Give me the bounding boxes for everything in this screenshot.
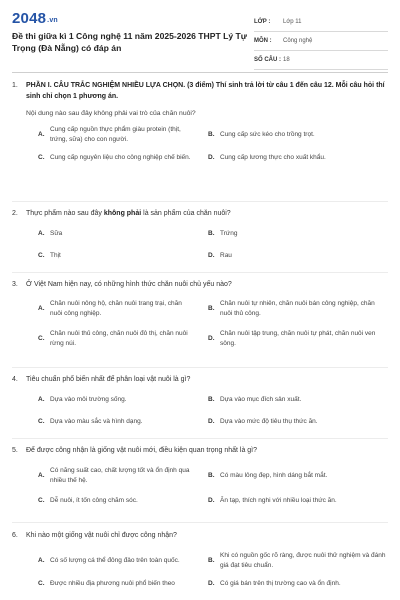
question-divider (12, 522, 388, 523)
option-a[interactable] (38, 299, 208, 319)
site-logo[interactable] (12, 10, 58, 27)
question-divider (12, 272, 388, 273)
option-a[interactable] (38, 125, 208, 145)
option-row (38, 579, 388, 589)
option-c[interactable] (38, 579, 208, 589)
question-text-part: là sản phẩm của chăn nuôi? (141, 210, 231, 217)
meta-value: Công nghệ (283, 38, 313, 44)
option-a[interactable] (38, 395, 208, 405)
logo-suffix: .vn (47, 17, 58, 24)
option-label: B. (208, 131, 215, 138)
option-label: A. (38, 472, 45, 479)
option-text: Có năng suất cao, chất lượng tốt và ổn định qua nhiều thế hệ. (50, 467, 190, 484)
option-label: C. (38, 335, 45, 342)
option-text: Dựa vào mục đích sản xuất. (220, 396, 302, 403)
option-text: Có màu lông đẹp, hình dáng bắt mắt. (220, 472, 328, 479)
option-text: Dễ nuôi, ít tốn công chăm sóc. (50, 497, 138, 504)
option-c[interactable] (38, 496, 208, 506)
option-text: Chăn nuôi thủ công, chăn nuôi đô thị, chăn nuôi rừng núi. (50, 330, 188, 347)
option-label: B. (208, 472, 215, 479)
option-text: Sữa (50, 230, 63, 237)
options (38, 299, 388, 349)
question-heading (12, 445, 388, 456)
question-text: Ở Việt Nam hiện nay, có những hình thức chăn nuôi chủ yếu nào? (26, 281, 232, 288)
option-label: C. (38, 154, 45, 161)
option-text: Trứng (220, 230, 238, 237)
option-label: A. (38, 230, 45, 237)
option-c[interactable] (38, 153, 208, 163)
option-label: D. (208, 154, 215, 161)
option-row (38, 466, 388, 486)
option-b[interactable] (208, 299, 388, 319)
question-text-emphasis: không phải (103, 210, 142, 217)
option-d[interactable] (208, 251, 388, 261)
option-label: D. (208, 418, 215, 425)
question-4 (12, 374, 388, 435)
question-heading (12, 374, 388, 385)
section-instructions: PHẦN I. CÂU TRẮC NGHIỆM NHIỀU LỰA CHỌN. (3 điểm) Thí sinh trả lời từ câu 1 đến câu 12. Mỗi câu hỏi thí sinh chỉ chọn 1 phương án. (26, 82, 385, 100)
question-1 (12, 80, 388, 171)
logo-text: 2048 (12, 10, 47, 27)
question-3 (12, 279, 388, 357)
options (38, 229, 388, 261)
option-text: Cung cấp sức kéo cho trồng trọt. (220, 131, 315, 138)
question-number: 1. (12, 82, 18, 89)
options (38, 125, 388, 163)
question-text: Khi nào một giống vật nuôi chỉ được công nhận? (26, 532, 177, 539)
option-d[interactable] (208, 496, 388, 506)
option-text: Cung cấp nguyên liệu cho công nghiệp chế biến. (50, 154, 191, 161)
option-a[interactable] (38, 466, 208, 486)
question-number: 4. (12, 376, 18, 383)
option-text: Có số lượng cá thể đông đảo trên toàn quốc. (50, 557, 180, 564)
options (38, 551, 388, 589)
option-b[interactable] (208, 229, 388, 239)
option-b[interactable] (208, 551, 388, 571)
option-text: Được nhiều địa phương nuôi phổ biến theo (50, 580, 175, 587)
option-c[interactable] (38, 329, 208, 349)
option-label: B. (208, 305, 215, 312)
option-row (38, 229, 388, 239)
option-d[interactable] (208, 579, 388, 589)
option-row (38, 417, 388, 427)
option-row (38, 125, 388, 145)
question-text: Để được công nhận là giống vật nuôi mới, điều kiện quan trọng nhất là gì? (26, 447, 258, 454)
option-label: D. (208, 335, 215, 342)
option-label: D. (208, 580, 215, 587)
question-text-part: Thực phẩm nào sau đây (26, 210, 104, 217)
option-row (38, 395, 388, 405)
option-text: Cung cấp nguồn thực phẩm giàu protein (thịt, trứng, sữa) cho con người. (50, 126, 181, 143)
option-text: Chăn nuôi tập trung, chăn nuôi tự phát, chăn nuôi ven sông. (220, 330, 376, 347)
option-label: B. (208, 230, 215, 237)
option-label: A. (38, 396, 45, 403)
option-label: A. (38, 557, 45, 564)
option-label: C. (38, 252, 45, 259)
option-d[interactable] (208, 153, 388, 163)
question-2 (12, 208, 388, 269)
option-a[interactable] (38, 229, 208, 239)
question-number: 6. (12, 532, 18, 539)
option-text: Dựa vào môi trường sống. (50, 396, 127, 403)
options (38, 395, 388, 427)
question-divider (12, 438, 388, 439)
question-number: 2. (12, 210, 18, 217)
option-row (38, 299, 388, 319)
meta-value: 18 (283, 57, 290, 63)
option-label: A. (38, 305, 45, 312)
meta-class (254, 13, 388, 32)
option-label: B. (208, 396, 215, 403)
option-text: Ăn tạp, thích nghi với nhiều loại thức ăn. (220, 497, 337, 504)
option-label: D. (208, 252, 215, 259)
question-stem: Nội dung nào sau đây không phải vai trò của chăn nuôi? (26, 110, 196, 117)
option-label: C. (38, 418, 45, 425)
option-row (38, 153, 388, 163)
question-5 (12, 445, 388, 514)
meta-value: Lớp 11 (283, 19, 302, 25)
option-c[interactable] (38, 251, 208, 261)
question-divider (12, 201, 388, 202)
option-text: Dựa vào màu sắc và hình dạng. (50, 418, 143, 425)
option-text: Chăn nuôi nông hộ, chăn nuôi trang trại, chăn nuôi công nghiệp. (50, 300, 182, 317)
question-text: Tiêu chuẩn phổ biến nhất để phân loại vật nuôi là gì? (26, 376, 191, 383)
question-6 (12, 530, 388, 597)
option-text: Chăn nuôi tự nhiên, chăn nuôi bán công nghiệp, chăn nuôi thủ công. (220, 300, 375, 317)
question-number: 3. (12, 281, 18, 288)
exam-meta (254, 13, 388, 70)
option-row (38, 329, 388, 349)
exam-title: Đề thi giữa kì 1 Công nghệ 11 năm 2025-2026 THPT Lý Tự Trọng (Đà Nẵng) có đáp án (12, 31, 247, 53)
option-label: C. (38, 580, 45, 587)
option-label: C. (38, 497, 45, 504)
option-b[interactable] (208, 395, 388, 405)
option-label: B. (208, 557, 215, 564)
option-text: Có giá bán trên thị trường cao và ổn định. (220, 580, 341, 587)
option-c[interactable] (38, 417, 208, 427)
option-text: Dựa vào mức độ tiêu thụ thức ăn. (220, 418, 318, 425)
option-text: Rau (220, 252, 232, 259)
option-b[interactable] (208, 125, 388, 145)
option-row (38, 251, 388, 261)
option-a[interactable] (38, 551, 208, 571)
option-d[interactable] (208, 329, 388, 349)
option-label: A. (38, 131, 45, 138)
question-heading (12, 208, 388, 219)
question-number: 5. (12, 447, 18, 454)
question-divider (12, 367, 388, 368)
meta-subject (254, 32, 388, 51)
option-text: Cung cấp lương thực cho xuất khẩu. (220, 154, 326, 161)
header-divider (12, 72, 388, 73)
option-text: Thịt (50, 252, 61, 259)
page-header (0, 0, 400, 80)
option-text: Khi có nguồn gốc rõ ràng, được nuôi thử nghiệm và đánh giá đạt tiêu chuẩn. (220, 552, 386, 569)
meta-key: MÔN : (254, 38, 272, 44)
question-text (26, 208, 388, 219)
meta-key: SỐ CÂU : (254, 57, 281, 63)
option-label: D. (208, 497, 215, 504)
meta-key: LỚP : (254, 19, 271, 25)
options (38, 466, 388, 506)
question-heading (12, 530, 388, 541)
option-b[interactable] (208, 466, 388, 486)
question-heading (12, 279, 388, 290)
option-row (38, 496, 388, 506)
meta-count (254, 51, 388, 70)
section-heading (12, 80, 388, 102)
option-row (38, 551, 388, 571)
option-d[interactable] (208, 417, 388, 427)
